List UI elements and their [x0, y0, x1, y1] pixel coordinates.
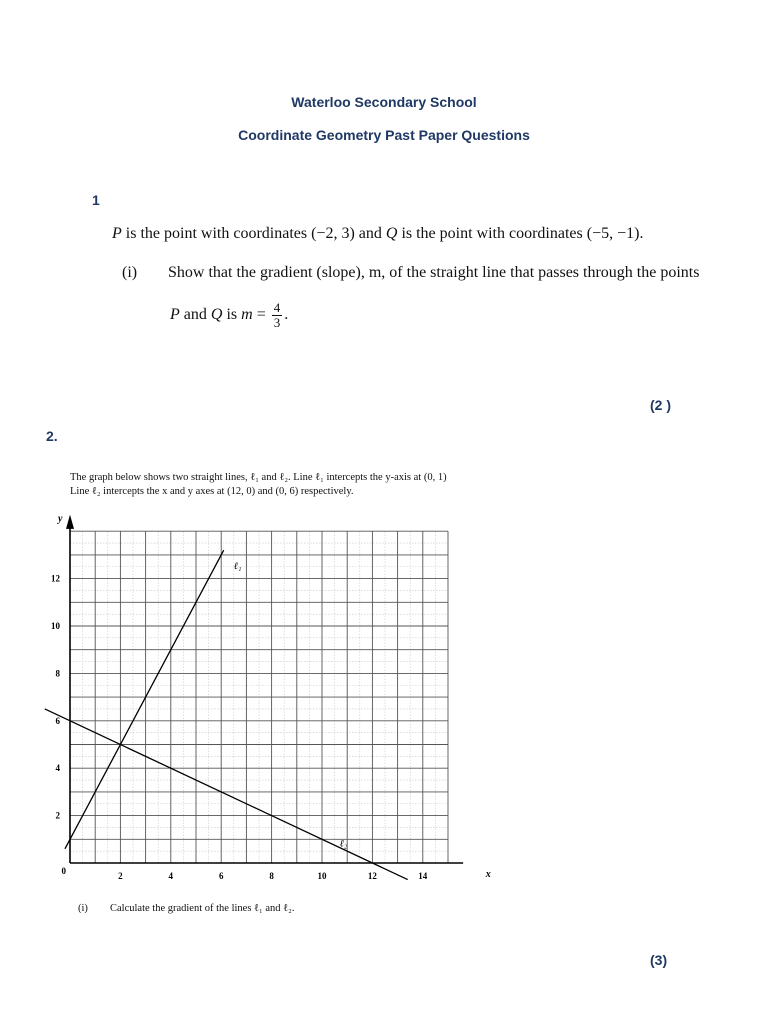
y-tick-label: 2 — [55, 810, 60, 821]
series-line-2 — [45, 709, 408, 880]
fraction-denominator: 3 — [273, 315, 281, 330]
line2-eq: = — [252, 306, 270, 324]
line2-end: . — [284, 306, 289, 324]
x-tick-label: 12 — [367, 871, 377, 881]
series-label-2: ℓ₂ — [339, 838, 348, 850]
question-1-number: 1 — [92, 192, 100, 208]
y-axis-arrow — [66, 515, 74, 529]
question-1-part-text: Show that the gradient (slope), m, of the straight line that passes through the points — [168, 264, 700, 281]
line2-m: m — [241, 306, 253, 324]
origin-label: 0 — [61, 866, 66, 876]
y-tick-label: 8 — [55, 668, 60, 679]
y-tick-label: 10 — [51, 621, 60, 631]
stem-text-b: is the point with coordinates (−5, −1). — [397, 225, 644, 242]
stem-text-a: is the point with coordinates (−2, 3) and — [121, 225, 386, 242]
question-2-intro-line2: Line ℓ₂ intercepts the x and y axes at (12, 0) and (0, 6) respectively. — [70, 486, 354, 497]
x-axis-label: x — [485, 869, 491, 880]
x-tick-label: 2 — [118, 871, 123, 881]
y-tick-label: 6 — [55, 715, 60, 726]
y-axis-label: y — [58, 513, 63, 525]
fraction-numerator: 4 — [273, 300, 281, 315]
y-tick-label: 4 — [55, 763, 60, 774]
y-tick-label: 12 — [51, 573, 60, 584]
question-2-part-label: (i) — [78, 903, 88, 914]
question-2-marks: (3) — [650, 952, 668, 968]
question-2-intro-line1: The graph below shows two straight lines, ℓ₁ and ℓ₂. Line ℓ₁ intercepts the y-axis at (0, 1) — [70, 472, 447, 483]
question-1-marks: (2 ) — [650, 397, 671, 413]
point-p-label: P — [112, 225, 122, 242]
line2-and: and — [179, 306, 211, 324]
line2-p: P — [170, 306, 180, 324]
x-tick-label: 10 — [317, 871, 327, 881]
x-tick-label: 8 — [269, 871, 274, 881]
paper-title: Coordinate Geometry Past Paper Questions — [238, 127, 530, 143]
school-name: Waterloo Secondary School — [291, 94, 477, 110]
line2-q: Q — [210, 306, 223, 324]
point-q-label: Q — [385, 225, 398, 242]
x-tick-label: 14 — [418, 871, 428, 881]
x-tick-label: 6 — [218, 871, 224, 881]
question-2-number: 2. — [46, 428, 58, 444]
x-tick-label: 4 — [168, 871, 174, 881]
line2-is: is — [222, 306, 242, 324]
series-label-1: ℓ₁ — [233, 561, 242, 573]
question-1-part-label: (i) — [122, 264, 138, 281]
question-2-part-text: Calculate the gradient of the lines ℓ₁ and ℓ₂. — [110, 903, 295, 914]
